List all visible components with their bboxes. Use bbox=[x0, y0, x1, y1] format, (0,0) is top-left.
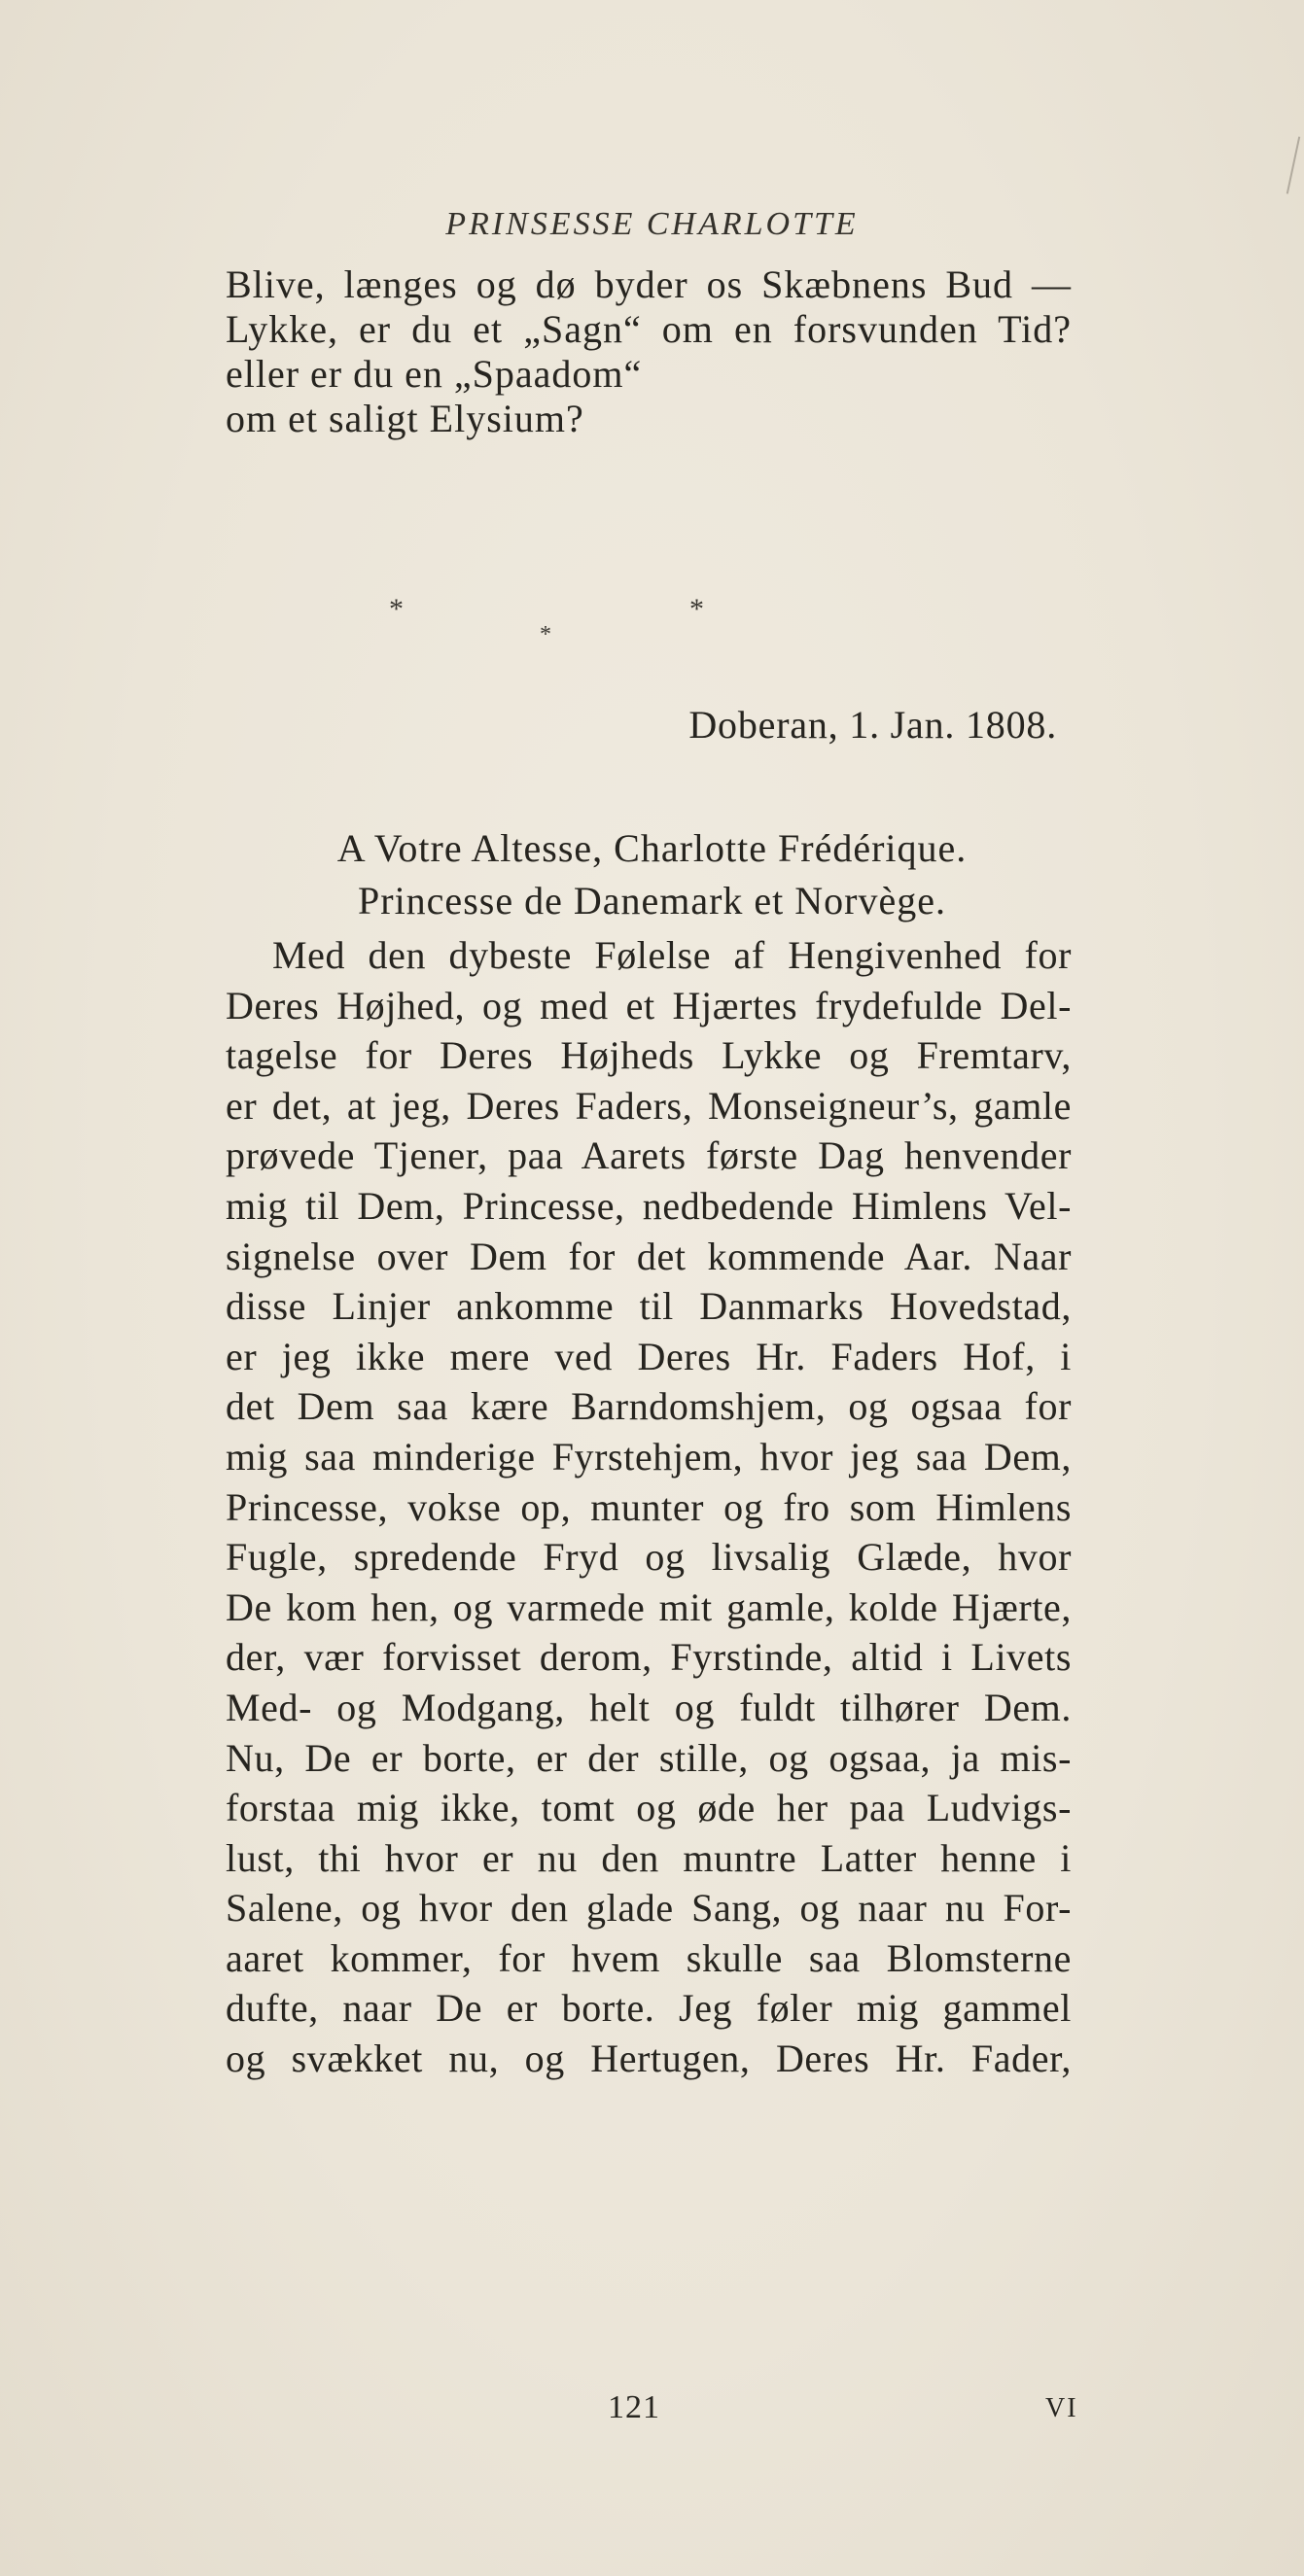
page-number: 121 bbox=[608, 2389, 660, 2425]
letter-line: Fugle, spredende Fryd og livsalig Glæde, hvor bbox=[226, 1535, 1072, 1580]
letter-line: forstaa mig ikke, tomt og øde her paa Ludvigs- bbox=[226, 1786, 1072, 1830]
poem-line: Lykke, er du et „Sagn“ om en forsvunden Tid? bbox=[226, 307, 1072, 351]
letter-line: prøvede Tjener, paa Aarets første Dag henvender bbox=[226, 1133, 1072, 1178]
letter-line: det Dem saa kære Barndomshjem, og ogsaa for bbox=[226, 1384, 1072, 1429]
letter-line: og svækket nu, og Hertugen, Deres Hr. Fader, bbox=[226, 2036, 1072, 2081]
letter-line: er det, at jeg, Deres Faders, Monseigneur’s, gamle bbox=[226, 1083, 1072, 1128]
letter-line: Med- og Modgang, helt og fuldt tilhører Dem. bbox=[226, 1685, 1072, 1729]
letter-line: er jeg ikke mere ved Deres Hr. Faders Hof, i bbox=[226, 1334, 1072, 1378]
poem-stanza bbox=[226, 262, 1072, 441]
letter-line: Med den dybeste Følelse af Hengivenhed for bbox=[272, 933, 1072, 977]
letter-line: der, vær forvisset derom, Fyrstinde, altid i Livets bbox=[226, 1635, 1072, 1680]
letter-line: De kom hen, og varmede mit gamle, kolde Hjærte, bbox=[226, 1584, 1072, 1629]
letter-line: dufte, naar De er borte. Jeg føler mig gammel bbox=[226, 1986, 1072, 2031]
asterisk: * bbox=[689, 593, 704, 625]
letter-line: Princesse, vokse op, munter og fro som Himlens bbox=[226, 1484, 1072, 1529]
dateline-text: Doberan, 1. Jan. 1808. bbox=[688, 703, 1057, 747]
letter-line: signelse over Dem for det kommende Aar. Naar bbox=[226, 1234, 1072, 1278]
letter-line: Nu, De er borte, er der stille, og ogsaa, ja mis- bbox=[226, 1735, 1072, 1780]
letter-line: mig til Dem, Princesse, nedbedende Himlens Vel- bbox=[226, 1183, 1072, 1228]
asterisk: * bbox=[540, 622, 551, 647]
page-edge-mark bbox=[1286, 136, 1300, 193]
page-footer bbox=[0, 2389, 1304, 2428]
letter-address-line: Princesse de Danemark et Norvège. bbox=[358, 879, 946, 922]
asterisk: * bbox=[389, 593, 404, 625]
poem-line: eller er du en „Spaadom“ bbox=[226, 352, 643, 396]
asterism-divider bbox=[0, 593, 1304, 651]
letter-line: disse Linjer ankomme til Danmarks Hovedstad, bbox=[226, 1284, 1072, 1329]
letter-line: tagelse for Deres Højheds Lykke og Fremtarv, bbox=[226, 1033, 1072, 1078]
poem-line: om et saligt Elysium? bbox=[226, 397, 584, 440]
running-head: PRINSESSE CHARLOTTE bbox=[445, 206, 859, 242]
signature-mark: VI bbox=[1045, 2393, 1078, 2423]
letter-line: Deres Højhed, og med et Hjærtes frydefulde Del- bbox=[226, 983, 1072, 1027]
letter-body bbox=[226, 930, 1072, 2084]
letter-line: mig saa minderige Fyrstehjem, hvor jeg saa Dem, bbox=[226, 1434, 1072, 1479]
letter-line: Salene, og hvor den glade Sang, og naar nu For- bbox=[226, 1886, 1072, 1931]
letter-line: aaret kommer, for hvem skulle saa Blomsterne bbox=[226, 1935, 1072, 1980]
letter-line: lust, thi hvor er nu den muntre Latter henne i bbox=[226, 1835, 1072, 1880]
poem-line: Blive, længes og dø byder os Skæbnens Bud — bbox=[226, 262, 1072, 306]
letter-address-line: A Votre Altesse, Charlotte Frédérique. bbox=[336, 826, 968, 870]
